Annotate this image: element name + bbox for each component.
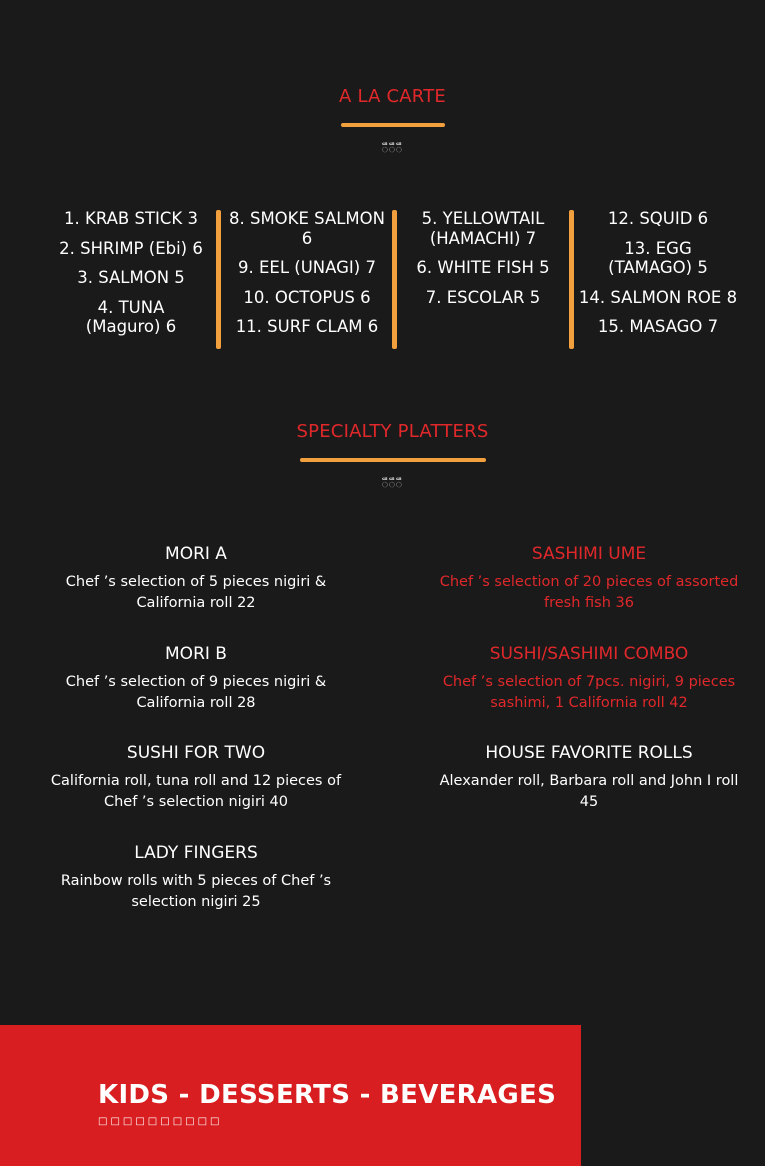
- platter-house-favorite-rolls: [429, 742, 749, 813]
- platter-description: Chef ’s selection of 9 pieces nigiri & California roll 28: [65, 674, 327, 711]
- menu-item: 8. SMOKE SALMON 6: [228, 209, 385, 248]
- menu-item: 2. SHRIMP (Ebi) 6: [59, 238, 203, 258]
- menu-item: 1. KRAB STICK 3: [64, 209, 198, 228]
- menu-item: 4. TUNA (Maguro) 6: [85, 297, 177, 336]
- menu-item: 3. SALMON 5: [77, 268, 185, 287]
- platter-name: HOUSE FAVORITE ROLLS: [485, 743, 693, 763]
- column-divider: [216, 210, 221, 349]
- column-divider: [569, 210, 574, 349]
- menu-item: 6. WHITE FISH 5: [416, 258, 550, 277]
- platter-mori-b: [36, 643, 356, 714]
- a-la-carte-underline: [341, 123, 445, 127]
- platter-description: Rainbow rolls with 5 pieces of Chef ’s selection nigiri 25: [60, 873, 332, 910]
- platter-sashimi-ume: [429, 543, 749, 614]
- platter-description: Chef ’s selection of 20 pieces of assorted fresh fish 36: [439, 574, 739, 611]
- platter-name: SUSHI FOR TWO: [126, 743, 266, 763]
- platter-sushi-sashimi-combo: [429, 643, 749, 714]
- platter-name: SASHIMI UME: [531, 544, 647, 564]
- platter-name: SUSHI/SASHIMI COMBO: [489, 644, 689, 664]
- a-la-carte-column-2: [224, 209, 390, 351]
- platter-mori-a: [36, 543, 356, 614]
- a-la-carte-column-1: [48, 209, 214, 351]
- a-la-carte-menu: [40, 209, 745, 351]
- banner-title: KIDS - DESSERTS - BEVERAGES: [98, 1080, 557, 1110]
- platter-name: MORI B: [165, 644, 227, 664]
- platter-name: MORI A: [165, 544, 227, 564]
- column-divider: [392, 210, 397, 349]
- banner-subtitle: □□□□□□□□□□: [98, 1116, 223, 1127]
- menu-item: 14. SALMON ROE 8: [578, 287, 738, 307]
- menu-item: 15. MASAGO 7: [597, 317, 719, 336]
- specialty-platters-ornament: ឹឹឹ: [381, 478, 404, 492]
- platter-description: Chef ’s selection of 5 pieces nigiri & California roll 22: [65, 574, 327, 611]
- specialty-platters-title: SPECIALTY PLATTERS: [296, 421, 489, 442]
- kids-desserts-beverages-banner[interactable]: [0, 1025, 581, 1166]
- a-la-carte-column-4: [575, 209, 741, 351]
- menu-item: 10. OCTOPUS 6: [243, 287, 371, 307]
- specialty-platters-underline: [300, 458, 486, 462]
- platter-name: LADY FINGERS: [134, 843, 258, 863]
- menu-item: 9. EEL (UNAGI) 7: [238, 258, 376, 277]
- menu-item: 11. SURF CLAM 6: [235, 317, 379, 336]
- platter-description: Alexander roll, Barbara roll and John I roll 45: [439, 773, 739, 810]
- menu-item: 5. YELLOWTAIL (HAMACHI) 7: [421, 209, 545, 248]
- a-la-carte-ornament: ឹឹឹ: [381, 143, 404, 157]
- platter-description: California roll, tuna roll and 12 pieces of Chef ’s selection nigiri 40: [50, 773, 342, 810]
- menu-item: 12. SQUID 6: [607, 209, 709, 228]
- platter-sushi-for-two: [36, 742, 356, 813]
- platter-lady-fingers: [36, 842, 356, 913]
- a-la-carte-title: A LA CARTE: [339, 86, 446, 107]
- a-la-carte-column-3: [400, 209, 566, 351]
- platter-description: Chef ’s selection of 7pcs. nigiri, 9 pieces sashimi, 1 California roll 42: [442, 674, 736, 711]
- menu-item: 13. EGG (TAMAGO) 5: [608, 238, 708, 277]
- menu-item: 7. ESCOLAR 5: [425, 287, 541, 307]
